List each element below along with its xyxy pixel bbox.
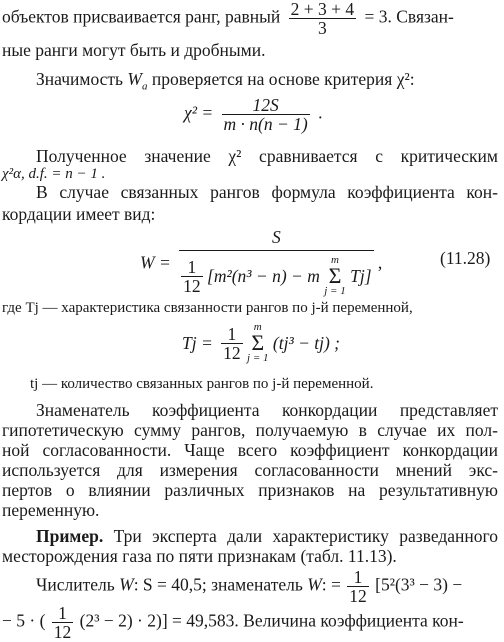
text-line-17 — [2, 546, 397, 566]
text: : S = 40,5; знаменатель — [133, 574, 303, 595]
text-line-6 — [36, 182, 498, 202]
text-line-11 — [2, 420, 498, 440]
text — [36, 526, 498, 546]
text: : = — [321, 574, 341, 595]
fraction — [289, 0, 357, 37]
equation-number — [440, 248, 490, 268]
example-label: Пример. — [36, 526, 104, 546]
text: Знаменатель коэффициента конкордации представляет — [36, 400, 498, 420]
fraction — [52, 604, 74, 641]
summation — [324, 255, 345, 297]
sigma-symbol: Σ — [328, 263, 342, 288]
text-line-19 — [2, 604, 464, 641]
text-line-10 — [36, 400, 498, 420]
text: Tj] — [350, 266, 372, 286]
text: ной согласованности. Чаще всего коэффициент конкордации — [2, 440, 498, 460]
fraction-numerator: 1 — [52, 604, 74, 623]
text: где Tj — характеристика связанности рангов по j-й переменной, — [2, 300, 413, 316]
text: пертов о влиянии различных признаков на результативную — [2, 480, 498, 500]
text: Числитель — [36, 574, 115, 595]
text-line-13 — [2, 460, 498, 480]
formula-lhs: Tj = — [182, 333, 213, 353]
text-line-4 — [36, 146, 498, 166]
text: . — [318, 102, 323, 123]
text: − 5 · ( — [2, 610, 46, 631]
formula-tj — [182, 322, 340, 364]
text-line-18 — [36, 568, 462, 605]
text: объектов присваивается ранг, равный — [2, 6, 281, 27]
text: переменную. — [2, 500, 100, 520]
subscript: a — [141, 80, 148, 93]
text: месторождения газа по пяти признакам (табл. 11.13). — [2, 546, 397, 566]
text: кордации имеет вид: — [2, 204, 156, 224]
text: гипотетическую сумму рангов, получаемую в случае их пол- — [2, 420, 498, 440]
text: χ²α, d.f. = n − 1 . — [2, 166, 106, 182]
summation — [247, 322, 268, 364]
fraction-denominator: 12 — [183, 275, 201, 296]
text-line-3 — [36, 69, 415, 97]
variable-w: W — [119, 574, 134, 595]
fraction — [222, 96, 310, 133]
text: Значимость — [36, 69, 124, 89]
text: (tj³ − tj) ; — [272, 333, 341, 353]
text: [5²(3³ − 3) − — [375, 574, 463, 595]
text-line-12 — [2, 440, 498, 460]
sigma-symbol: Σ — [251, 330, 265, 355]
fraction-numerator: 12S — [222, 96, 310, 115]
sum-upper: m — [331, 254, 339, 266]
text: Три эксперта дали характеристику разведанного — [113, 526, 498, 546]
text: В случае связанных рангов формула коэффициента кон- — [36, 182, 498, 202]
formula-concordance — [140, 228, 382, 297]
fraction-denominator: 12 — [53, 622, 72, 642]
fraction-numerator: 1 — [181, 258, 203, 277]
text: tj — количество связанных рангов по j-й переменной. — [30, 376, 374, 392]
fraction — [221, 325, 243, 362]
text: , — [377, 252, 383, 273]
text-line-2 — [2, 40, 266, 60]
text: ные ранги могут быть и дробными. — [2, 40, 266, 60]
variable-w: W — [127, 69, 142, 89]
fraction-denominator: 12 — [223, 342, 241, 363]
sum-lower: j = 1 — [247, 352, 269, 364]
text: используется для измерения согласованности мнений экс- — [2, 460, 498, 480]
text-line-9 — [30, 374, 373, 394]
text: проверяется на основе критерия χ²: — [151, 69, 415, 89]
text-line-16 — [36, 526, 498, 546]
text-line-8 — [2, 298, 413, 318]
variable-w: W — [307, 574, 322, 595]
fraction-denominator: 3 — [318, 18, 327, 38]
fraction-denominator — [179, 251, 373, 297]
text: (11.28) — [440, 248, 491, 268]
fraction-denominator: 12 — [349, 586, 367, 606]
sum-upper: m — [253, 321, 262, 333]
fraction-numerator: 2 + 3 + 4 — [290, 0, 355, 19]
fraction-denominator: m · n(n − 1) — [223, 114, 308, 134]
fraction-numerator: 1 — [347, 568, 369, 587]
text-line-1 — [2, 0, 454, 37]
fraction — [179, 228, 373, 297]
text: = 3. Связан- — [364, 6, 454, 27]
text-line-15 — [2, 500, 99, 520]
fraction-numerator: S — [179, 228, 373, 251]
fraction — [347, 568, 369, 605]
text: [m²(n³ − n) − m — [207, 266, 320, 286]
text: (2³ − 2) · 2)] = 49,583. Величина коэффициента кон- — [79, 610, 464, 631]
formula-lhs: W = — [140, 252, 171, 273]
text-line-5 — [2, 164, 105, 184]
text-line-7 — [2, 204, 155, 224]
fraction-numerator: 1 — [221, 325, 243, 344]
sum-lower: j = 1 — [324, 285, 346, 297]
formula-lhs: χ² = — [184, 102, 214, 123]
fraction-small — [181, 258, 203, 295]
formula-chi-square — [184, 96, 323, 133]
text-line-14 — [2, 480, 498, 500]
text: Полученное значение χ² сравнивается с критическим — [36, 146, 498, 166]
